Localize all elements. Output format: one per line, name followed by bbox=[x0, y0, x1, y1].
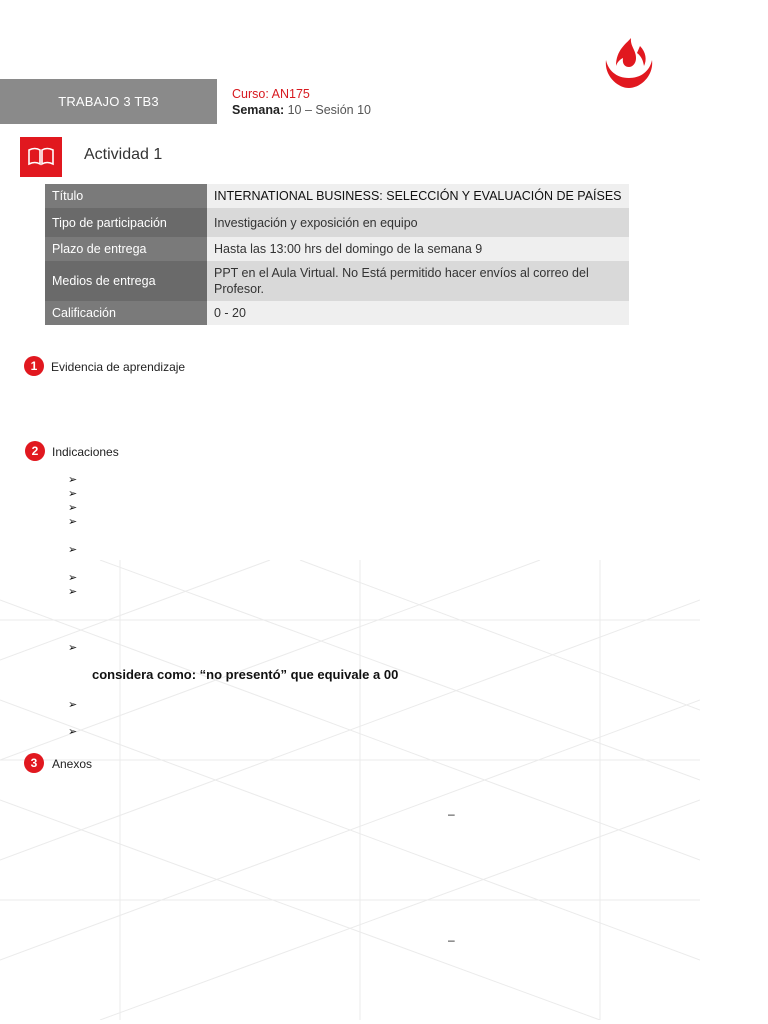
row-value: INTERNATIONAL BUSINESS: SELECCIÓN Y EVALUACIÓN DE PAÍSES bbox=[207, 184, 629, 208]
bullet-arrow-icon: ➢ bbox=[68, 586, 78, 598]
row-label: Calificación bbox=[45, 301, 207, 325]
table-row bbox=[45, 208, 629, 237]
course-info bbox=[232, 87, 310, 101]
bullet-arrow-icon: ➢ bbox=[68, 699, 78, 711]
row-value: PPT en el Aula Virtual. No Está permitido hacer envíos al correo del Profesor. bbox=[207, 261, 629, 301]
bullet-arrow-icon: ➢ bbox=[68, 488, 78, 500]
bullet-arrow-icon: ➢ bbox=[68, 544, 78, 556]
row-label: Medios de entrega bbox=[45, 261, 207, 301]
bullet-arrow-icon: ➢ bbox=[68, 474, 78, 486]
open-book-icon bbox=[20, 137, 62, 177]
course-label: Curso: bbox=[232, 87, 269, 101]
week-label: Semana: bbox=[232, 103, 285, 117]
grading-note: considera como: “no presentó” que equivale a 00 bbox=[92, 667, 399, 682]
bullet-arrow-icon: ➢ bbox=[68, 572, 78, 584]
bullet-arrow-icon: ➢ bbox=[68, 502, 78, 514]
row-label: Plazo de entrega bbox=[45, 237, 207, 261]
background-pattern bbox=[0, 560, 700, 1020]
section-number-badge: 2 bbox=[25, 441, 45, 461]
week-value: 10 – Sesión 10 bbox=[287, 103, 371, 117]
section-title: Indicaciones bbox=[52, 445, 119, 459]
dash-mark: – bbox=[448, 807, 455, 821]
dash-mark: – bbox=[448, 933, 455, 947]
bullet-arrow-icon: ➢ bbox=[68, 642, 78, 654]
table-row bbox=[45, 261, 629, 301]
row-label: Título bbox=[45, 184, 207, 208]
course-code: AN175 bbox=[271, 87, 310, 101]
section-title: Evidencia de aprendizaje bbox=[51, 360, 186, 374]
bullet-arrow-icon: ➢ bbox=[68, 516, 78, 528]
header-band bbox=[0, 79, 217, 124]
table-row bbox=[45, 237, 629, 261]
bullet-arrow-icon: ➢ bbox=[68, 726, 78, 738]
row-value: 0 - 20 bbox=[207, 301, 629, 325]
section-number-badge: 3 bbox=[24, 753, 44, 773]
assignment-title: TRABAJO 3 TB3 bbox=[58, 94, 159, 109]
activity-title: Actividad 1 bbox=[84, 146, 163, 163]
table-row bbox=[45, 184, 629, 208]
row-value: Hasta las 13:00 hrs del domingo de la semana 9 bbox=[207, 237, 629, 261]
university-logo bbox=[600, 36, 658, 90]
row-label: Tipo de participación bbox=[45, 208, 207, 237]
week-info bbox=[232, 103, 371, 117]
section-title: Anexos bbox=[52, 757, 93, 771]
table-row bbox=[45, 301, 629, 325]
row-value: Investigación y exposición en equipo bbox=[207, 208, 629, 237]
section-number-badge: 1 bbox=[24, 356, 44, 376]
activity-info-table bbox=[45, 184, 629, 325]
